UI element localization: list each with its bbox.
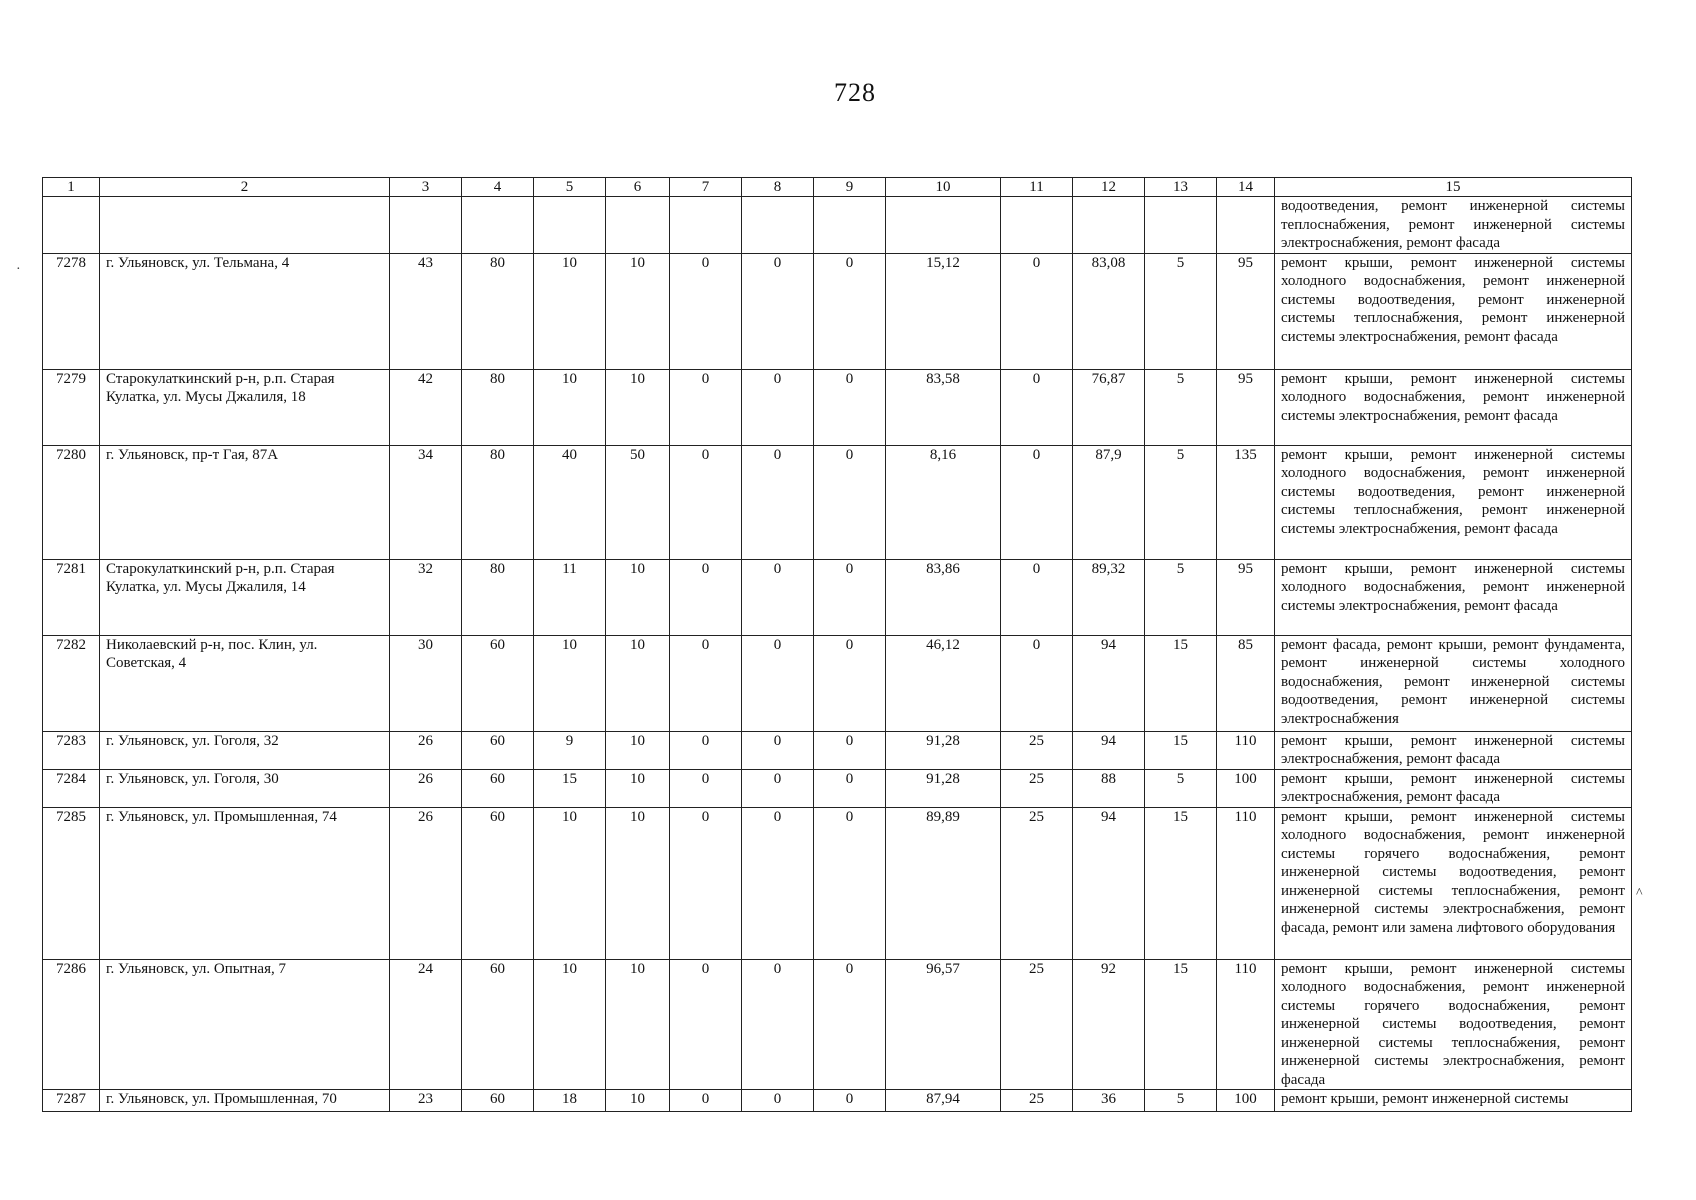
value-cell: 80	[462, 559, 534, 635]
value-cell: 60	[462, 731, 534, 769]
value-cell: 0	[814, 1090, 886, 1112]
value-cell: 25	[1001, 731, 1073, 769]
address-cell	[100, 197, 390, 254]
value-cell: 10	[606, 731, 670, 769]
value-cell: 26	[390, 807, 462, 959]
value-cell: 26	[390, 769, 462, 807]
value-cell: 5	[1145, 1090, 1217, 1112]
column-header: 2	[100, 178, 390, 197]
value-cell: 135	[1217, 445, 1275, 559]
value-cell	[462, 197, 534, 254]
row-number: 7280	[43, 445, 100, 559]
value-cell: 87,9	[1073, 445, 1145, 559]
column-header: 13	[1145, 178, 1217, 197]
column-header: 8	[742, 178, 814, 197]
value-cell: 83,08	[1073, 253, 1145, 369]
column-header: 3	[390, 178, 462, 197]
value-cell: 95	[1217, 559, 1275, 635]
value-cell: 10	[534, 635, 606, 731]
value-cell: 0	[814, 253, 886, 369]
value-cell: 0	[742, 769, 814, 807]
work-description-cell: ремонт крыши, ремонт инженерной системы холодного водоснабжения, ремонт инженерной системы горячего водоснабжения, ремонт инженерной системы водоотведения, ремонт инженерной системы теплоснабжения, ремонт инженерной системы электроснабжения, ремонт фасада, ремонт или замена лифтового оборудования	[1275, 807, 1632, 959]
column-header: 1	[43, 178, 100, 197]
value-cell: 25	[1001, 769, 1073, 807]
column-header: 10	[886, 178, 1001, 197]
value-cell: 15	[534, 769, 606, 807]
value-cell: 43	[390, 253, 462, 369]
table-row	[43, 369, 1632, 445]
column-header: 11	[1001, 178, 1073, 197]
address-cell: Николаевский р-н, пос. Клин, ул. Советская, 4	[100, 635, 390, 731]
column-header: 15	[1275, 178, 1632, 197]
value-cell: 5	[1145, 369, 1217, 445]
value-cell	[1073, 197, 1145, 254]
value-cell: 0	[814, 769, 886, 807]
work-description-cell: ремонт крыши, ремонт инженерной системы холодного водоснабжения, ремонт инженерной системы электроснабжения, ремонт фасада	[1275, 559, 1632, 635]
table-row	[43, 197, 1632, 254]
column-header: 14	[1217, 178, 1275, 197]
value-cell: 0	[742, 253, 814, 369]
address-cell: г. Ульяновск, ул. Гоголя, 30	[100, 769, 390, 807]
value-cell: 0	[814, 807, 886, 959]
column-header: 9	[814, 178, 886, 197]
row-number: 7286	[43, 959, 100, 1090]
value-cell: 0	[814, 369, 886, 445]
value-cell: 15,12	[886, 253, 1001, 369]
row-number: 7282	[43, 635, 100, 731]
value-cell: 42	[390, 369, 462, 445]
value-cell: 10	[534, 807, 606, 959]
value-cell: 0	[814, 731, 886, 769]
value-cell	[814, 197, 886, 254]
value-cell: 23	[390, 1090, 462, 1112]
table-row	[43, 559, 1632, 635]
work-description-cell: ремонт крыши, ремонт инженерной системы холодного водоснабжения, ремонт инженерной системы электроснабжения, ремонт фасада	[1275, 369, 1632, 445]
value-cell	[534, 197, 606, 254]
value-cell: 0	[1001, 253, 1073, 369]
value-cell: 60	[462, 769, 534, 807]
value-cell	[1145, 197, 1217, 254]
address-cell: г. Ульяновск, ул. Гоголя, 32	[100, 731, 390, 769]
value-cell: 15	[1145, 635, 1217, 731]
table-row	[43, 635, 1632, 731]
value-cell	[886, 197, 1001, 254]
value-cell: 26	[390, 731, 462, 769]
value-cell	[670, 197, 742, 254]
work-description-cell: ремонт крыши, ремонт инженерной системы	[1275, 1090, 1632, 1112]
value-cell	[390, 197, 462, 254]
value-cell: 11	[534, 559, 606, 635]
work-description-cell: ремонт крыши, ремонт инженерной системы холодного водоснабжения, ремонт инженерной системы водоотведения, ремонт инженерной системы теплоснабжения, ремонт инженерной системы электроснабжения, ремонт фасада	[1275, 445, 1632, 559]
value-cell: 0	[670, 253, 742, 369]
table-row	[43, 769, 1632, 807]
value-cell: 0	[742, 369, 814, 445]
value-cell: 5	[1145, 445, 1217, 559]
work-description-cell: водоотведения, ремонт инженерной системы теплоснабжения, ремонт инженерной системы электроснабжения, ремонт фасада	[1275, 197, 1632, 254]
value-cell: 24	[390, 959, 462, 1090]
value-cell: 60	[462, 1090, 534, 1112]
value-cell: 8,16	[886, 445, 1001, 559]
value-cell: 10	[606, 769, 670, 807]
value-cell: 10	[606, 559, 670, 635]
value-cell: 50	[606, 445, 670, 559]
value-cell: 10	[534, 369, 606, 445]
address-cell: г. Ульяновск, ул. Промышленная, 70	[100, 1090, 390, 1112]
address-cell: Старокулаткинский р-н, р.п. Старая Кулатка, ул. Мусы Джалиля, 14	[100, 559, 390, 635]
value-cell: 9	[534, 731, 606, 769]
value-cell: 80	[462, 445, 534, 559]
table-row	[43, 1090, 1632, 1112]
value-cell: 25	[1001, 807, 1073, 959]
value-cell: 0	[742, 559, 814, 635]
value-cell: 0	[742, 959, 814, 1090]
value-cell: 92	[1073, 959, 1145, 1090]
value-cell: 15	[1145, 959, 1217, 1090]
value-cell: 91,28	[886, 769, 1001, 807]
value-cell: 0	[814, 959, 886, 1090]
value-cell: 0	[742, 1090, 814, 1112]
address-cell: Старокулаткинский р-н, р.п. Старая Кулатка, ул. Мусы Джалиля, 18	[100, 369, 390, 445]
value-cell: 30	[390, 635, 462, 731]
value-cell: 5	[1145, 769, 1217, 807]
work-description-cell: ремонт крыши, ремонт инженерной системы холодного водоснабжения, ремонт инженерной системы водоотведения, ремонт инженерной системы теплоснабжения, ремонт инженерной системы электроснабжения, ремонт фасада	[1275, 253, 1632, 369]
address-cell: г. Ульяновск, ул. Тельмана, 4	[100, 253, 390, 369]
value-cell: 10	[534, 253, 606, 369]
work-description-cell: ремонт фасада, ремонт крыши, ремонт фундамента, ремонт инженерной системы холодного водоснабжения, ремонт инженерной системы водоотведения, ремонт инженерной системы электроснабжения	[1275, 635, 1632, 731]
value-cell: 40	[534, 445, 606, 559]
row-number: 7287	[43, 1090, 100, 1112]
value-cell: 5	[1145, 559, 1217, 635]
value-cell	[1217, 197, 1275, 254]
value-cell: 10	[606, 369, 670, 445]
value-cell: 94	[1073, 635, 1145, 731]
scan-mark: ^	[1636, 886, 1643, 901]
value-cell: 88	[1073, 769, 1145, 807]
row-number: 7283	[43, 731, 100, 769]
value-cell: 36	[1073, 1090, 1145, 1112]
value-cell: 0	[742, 731, 814, 769]
value-cell: 100	[1217, 1090, 1275, 1112]
value-cell: 10	[606, 959, 670, 1090]
value-cell: 87,94	[886, 1090, 1001, 1112]
value-cell: 34	[390, 445, 462, 559]
value-cell: 32	[390, 559, 462, 635]
value-cell: 0	[670, 807, 742, 959]
row-number: 7285	[43, 807, 100, 959]
table-row	[43, 445, 1632, 559]
value-cell: 0	[1001, 559, 1073, 635]
value-cell: 10	[534, 959, 606, 1090]
value-cell: 0	[814, 635, 886, 731]
value-cell: 110	[1217, 731, 1275, 769]
value-cell: 15	[1145, 807, 1217, 959]
value-cell: 95	[1217, 253, 1275, 369]
value-cell: 0	[670, 445, 742, 559]
address-cell: г. Ульяновск, ул. Промышленная, 74	[100, 807, 390, 959]
column-header: 7	[670, 178, 742, 197]
value-cell: 25	[1001, 959, 1073, 1090]
value-cell: 95	[1217, 369, 1275, 445]
value-cell: 10	[606, 1090, 670, 1112]
value-cell: 0	[814, 559, 886, 635]
scan-mark: ·	[16, 262, 21, 277]
row-number: 7284	[43, 769, 100, 807]
value-cell: 0	[1001, 445, 1073, 559]
page-number: 728	[834, 78, 876, 107]
value-cell: 91,28	[886, 731, 1001, 769]
value-cell: 110	[1217, 959, 1275, 1090]
table-row	[43, 731, 1632, 769]
table-row	[43, 807, 1632, 959]
value-cell: 0	[670, 559, 742, 635]
value-cell: 80	[462, 369, 534, 445]
value-cell: 18	[534, 1090, 606, 1112]
value-cell: 60	[462, 959, 534, 1090]
value-cell: 60	[462, 807, 534, 959]
address-cell: г. Ульяновск, ул. Опытная, 7	[100, 959, 390, 1090]
column-header: 5	[534, 178, 606, 197]
value-cell: 15	[1145, 731, 1217, 769]
value-cell: 0	[670, 769, 742, 807]
value-cell: 10	[606, 635, 670, 731]
value-cell: 0	[814, 445, 886, 559]
address-cell: г. Ульяновск, пр-т Гая, 87А	[100, 445, 390, 559]
column-header: 12	[1073, 178, 1145, 197]
value-cell: 5	[1145, 253, 1217, 369]
row-number: 7279	[43, 369, 100, 445]
work-description-cell: ремонт крыши, ремонт инженерной системы холодного водоснабжения, ремонт инженерной системы горячего водоснабжения, ремонт инженерной системы водоотведения, ремонт инженерной системы теплоснабжения, ремонт инженерной системы электроснабжения, ремонт фасада	[1275, 959, 1632, 1090]
value-cell: 10	[606, 807, 670, 959]
value-cell	[1001, 197, 1073, 254]
table-row	[43, 959, 1632, 1090]
value-cell: 0	[1001, 369, 1073, 445]
value-cell: 0	[1001, 635, 1073, 731]
value-cell	[742, 197, 814, 254]
data-table	[42, 177, 1632, 1112]
value-cell: 0	[742, 635, 814, 731]
value-cell: 60	[462, 635, 534, 731]
value-cell: 10	[606, 253, 670, 369]
value-cell: 0	[670, 959, 742, 1090]
row-number	[43, 197, 100, 254]
value-cell: 83,86	[886, 559, 1001, 635]
row-number: 7278	[43, 253, 100, 369]
value-cell: 94	[1073, 807, 1145, 959]
table-row	[43, 253, 1632, 369]
value-cell: 85	[1217, 635, 1275, 731]
value-cell: 96,57	[886, 959, 1001, 1090]
value-cell: 94	[1073, 731, 1145, 769]
value-cell: 0	[742, 807, 814, 959]
value-cell: 89,32	[1073, 559, 1145, 635]
value-cell: 0	[670, 369, 742, 445]
header-row	[43, 178, 1632, 197]
column-header: 6	[606, 178, 670, 197]
value-cell: 0	[742, 445, 814, 559]
value-cell: 25	[1001, 1090, 1073, 1112]
value-cell: 0	[670, 1090, 742, 1112]
value-cell: 80	[462, 253, 534, 369]
value-cell	[606, 197, 670, 254]
value-cell: 0	[670, 635, 742, 731]
value-cell: 83,58	[886, 369, 1001, 445]
row-number: 7281	[43, 559, 100, 635]
work-description-cell: ремонт крыши, ремонт инженерной системы электроснабжения, ремонт фасада	[1275, 731, 1632, 769]
work-description-cell: ремонт крыши, ремонт инженерной системы электроснабжения, ремонт фасада	[1275, 769, 1632, 807]
value-cell: 0	[670, 731, 742, 769]
value-cell: 100	[1217, 769, 1275, 807]
value-cell: 46,12	[886, 635, 1001, 731]
value-cell: 110	[1217, 807, 1275, 959]
column-header: 4	[462, 178, 534, 197]
value-cell: 76,87	[1073, 369, 1145, 445]
value-cell: 89,89	[886, 807, 1001, 959]
